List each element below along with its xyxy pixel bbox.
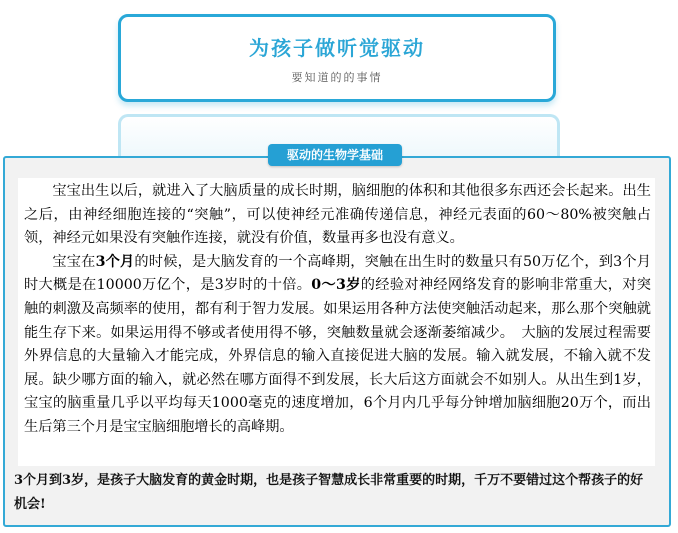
article-paragraph-1: 宝宝出生以后，就进入了大脑质量的成长时期，脑细胞的体积和其他很多东西还会长起来。出生之后，由神经细胞连接的“突触”，可以使神经元准确传递信息，神经元表面的60～80%被突触占领，神经元如果没有突触作连接，就没有价值，数量再多也没有意义。 [24, 183, 651, 247]
paragraph-2-text-c: 的时候，是大脑发育的一个高峰期，突触在出生时的数量只有50万亿个，到3个月时大概是在10000万亿个，是3岁时的十倍。 [24, 253, 651, 294]
highlight-3-months: 3个月 [95, 253, 135, 270]
title-card [118, 14, 556, 102]
article-panel [18, 178, 655, 466]
paragraph-2-text-e: 的经验对神经网络发育的影响非常重大，对突触的刺激及高频率的使用，都有利于智力发展。如果运用各种方法使突触活动起来，那么那个突触就能生存下来。如果运用得不够或者使用得不够，突触数量就会逐渐萎缩减少。 大脑的发展过程需要外界信息的大量输入才能完成，外界信息的输入直接促进大脑的发展。输入就发展，不输入就不发展。缺少哪方面的输入，就必然在哪方面得不到发展，长大后这方面就会不如别人。从出生到1岁，宝宝的脑重量几乎以平均每天1000毫克的速度增加，6个月内几乎每分钟增加脑细胞20万个，而出生后第三个月是宝宝脑细胞增长的高峰期。 [24, 277, 651, 435]
footer-note: 3个月到3岁，是孩子大脑发育的黄金时期，也是孩子智慧成长非常重要的时期，千万不要错过这个帮孩子的好机会! [14, 473, 644, 512]
article-paragraph-2 [24, 251, 651, 440]
paragraph-2-text-a: 宝宝在 [52, 253, 96, 270]
highlight-0-3-years: 0～3岁 [311, 277, 361, 294]
page-title: 为孩子做听觉驱动 [249, 36, 425, 60]
section-badge: 驱动的生物学基础 [268, 144, 402, 166]
page-subtitle: 要知道的的事情 [291, 71, 383, 84]
